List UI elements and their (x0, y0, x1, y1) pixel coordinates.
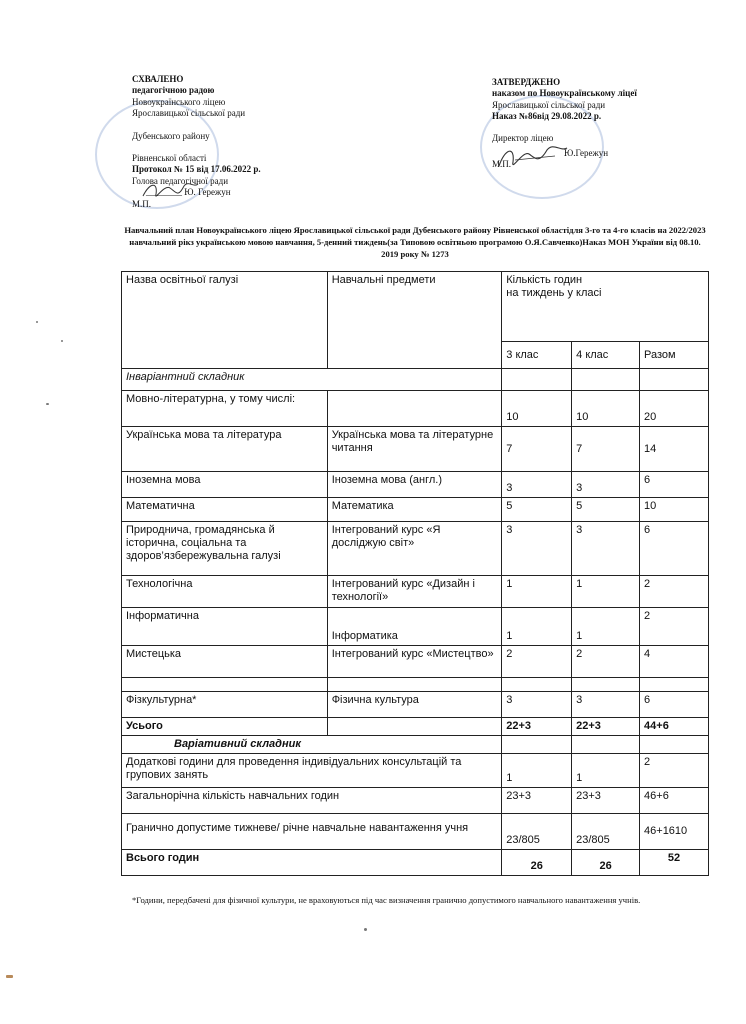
left-signature (140, 178, 200, 204)
row-subject: Інтегрований курс «Дизайн і технології» (327, 576, 502, 608)
approved-line-2: Новоукраїнського ліцею (132, 96, 226, 107)
approved-head-label: Голова педагогічної ради (132, 175, 229, 186)
row-area: Українська мова та література (122, 427, 328, 472)
row-subject: Іноземна мова (англ.) (327, 472, 502, 498)
confirmed-director: Директор ліцею (492, 132, 554, 143)
row-class-3: 3 (502, 522, 572, 576)
general-class-3: 23+3 (502, 788, 572, 814)
table-row (122, 427, 709, 472)
invariant-label: Інваріантний складник (122, 369, 502, 391)
scan-speck (364, 928, 367, 931)
table-row (122, 498, 709, 522)
header-subjects: Навчальні предмети (327, 272, 502, 369)
row-subject (327, 391, 502, 427)
variative-section-row (122, 736, 709, 754)
row-subject: Фізична культура (327, 692, 502, 718)
empty-row (122, 678, 709, 692)
row-area: Фізкультурна* (122, 692, 328, 718)
all-hours-row (122, 850, 709, 876)
row-subject: Українська мова та літературне читання (327, 427, 502, 472)
sum-total: 44+6 (640, 718, 709, 736)
row-total: 2 (640, 608, 709, 646)
row-class-3: 3 (502, 472, 572, 498)
all-total: 52 (640, 850, 709, 876)
sum-class-3: 22+3 (502, 718, 572, 736)
limit-class-3: 23/805 (502, 814, 572, 850)
extra-hours-row (122, 754, 709, 788)
header-class-4: 4 клас (572, 342, 640, 369)
row-total: 6 (640, 522, 709, 576)
footnote: *Години, передбачені для фізичної культури, не враховуються під час визначення гранично допустимого навчального навантаження учнів. (132, 895, 641, 905)
scan-speck (6, 975, 13, 978)
row-class-4: 7 (572, 427, 640, 472)
sum-class-4: 22+3 (572, 718, 640, 736)
confirmed-name: Ю.Гережун (564, 148, 609, 159)
row-area: Природнича, громадянська й історична, соціальна та здоров’язбережувальна галузі (122, 522, 328, 576)
row-total: 6 (640, 472, 709, 498)
row-total: 20 (640, 391, 709, 427)
row-class-3: 3 (502, 692, 572, 718)
row-total: 6 (640, 692, 709, 718)
all-class-3: 26 (502, 850, 572, 876)
right-signature (495, 140, 570, 176)
approved-line-5: Рівненської області (132, 153, 207, 164)
row-class-3: 1 (502, 576, 572, 608)
row-subject: Інтегрований курс «Мистецтво» (327, 646, 502, 678)
scan-speck (36, 321, 38, 323)
row-total: 2 (640, 576, 709, 608)
row-total: 4 (640, 646, 709, 678)
header-hours: Кількість годин на тиждень у класі (502, 272, 709, 342)
row-class-4: 1 (572, 608, 640, 646)
limit-label: Гранично допустиме тижневе/ річне навчальне навантаження учня (122, 814, 502, 850)
row-class-3: 1 (502, 608, 572, 646)
general-total: 46+6 (640, 788, 709, 814)
extra-class-3: 1 (502, 754, 572, 788)
table-row (122, 692, 709, 718)
row-class-3: 7 (502, 427, 572, 472)
row-area: Математична (122, 498, 328, 522)
extra-class-4: 1 (572, 754, 640, 788)
limit-class-4: 23/805 (572, 814, 640, 850)
row-subject: Інформатика (327, 608, 502, 646)
row-class-4: 2 (572, 646, 640, 678)
row-class-4: 10 (572, 391, 640, 427)
sum-row (122, 718, 709, 736)
row-total: 14 (640, 427, 709, 472)
approved-protocol: Протокол № 15 від 17.06.2022 р. (132, 164, 261, 175)
table-row (122, 522, 709, 576)
table-header-row (122, 272, 709, 342)
general-class-4: 23+3 (572, 788, 640, 814)
extra-total: 2 (640, 754, 709, 788)
table-row (122, 608, 709, 646)
general-hours-row (122, 788, 709, 814)
confirmed-order: Наказ №86від 29.08.2022 р. (492, 111, 602, 122)
curriculum-table (121, 271, 709, 876)
approved-line-3: Ярославицької сільської ради (132, 108, 246, 119)
approved-mp: М.П. (132, 198, 152, 209)
limit-total: 46+1610 (640, 814, 709, 850)
row-subject: Інтегрований курс «Я досліджую світ» (327, 522, 502, 576)
confirmed-title: ЗАТВЕРДЖЕНО (492, 77, 561, 87)
table-row (122, 646, 709, 678)
row-class-4: 3 (572, 692, 640, 718)
header-class-3: 3 клас (502, 342, 572, 369)
document-title: Навчальний план Новоукраїнського ліцею Ярославицької сільської ради Дубенського району Рівненської областідля 3-го та 4-го класів на 2022/2023 навчальний рікз українською мовою навчання, 5-денний тиждень(за Типовою освітньою програмою О.Я.Савченко)Наказ МОН України від 08.10. 2019 року № 1273 (124, 225, 706, 259)
header-total: Разом (640, 342, 709, 369)
approved-line-1: педагогічною радою (132, 85, 215, 96)
row-class-3: 2 (502, 646, 572, 678)
table-row (122, 472, 709, 498)
header-area: Назва освітньої галузі (122, 272, 328, 369)
scan-speck (46, 403, 49, 405)
sum-label: Усього (122, 718, 328, 736)
row-class-4: 3 (572, 522, 640, 576)
table-row (122, 576, 709, 608)
table-row (122, 391, 709, 427)
row-class-4: 1 (572, 576, 640, 608)
scan-speck (61, 340, 63, 342)
all-class-4: 26 (572, 850, 640, 876)
approved-line-4: Дубенського району (132, 130, 210, 141)
row-class-3: 5 (502, 498, 572, 522)
row-total: 10 (640, 498, 709, 522)
confirmed-line-1: наказом по Новоукраїнському ліцеї (492, 88, 637, 99)
confirmed-mp: М.П. (492, 159, 512, 170)
row-class-4: 3 (572, 472, 640, 498)
row-area: Інформатична (122, 608, 328, 646)
invariant-section-row (122, 369, 709, 391)
row-area: Технологічна (122, 576, 328, 608)
confirmed-line-2: Ярославицької сільської ради (492, 99, 606, 110)
row-class-4: 5 (572, 498, 640, 522)
row-area: Іноземна мова (122, 472, 328, 498)
approved-title: СХВАЛЕНО (132, 74, 184, 84)
limit-row (122, 814, 709, 850)
row-area: Мовно-літературна, у тому числі: (122, 391, 328, 427)
row-class-3: 10 (502, 391, 572, 427)
variative-label: Варіативний складник (122, 736, 502, 754)
extra-label: Додаткові години для проведення індивідуальних консультацій та групових занять (122, 754, 502, 788)
general-label: Загальнорічна кількість навчальних годин (122, 788, 502, 814)
all-label: Всього годин (122, 850, 502, 876)
row-area: Мистецька (122, 646, 328, 678)
row-subject: Математика (327, 498, 502, 522)
approved-head-name: ________ Ю. Гережун (146, 187, 231, 198)
